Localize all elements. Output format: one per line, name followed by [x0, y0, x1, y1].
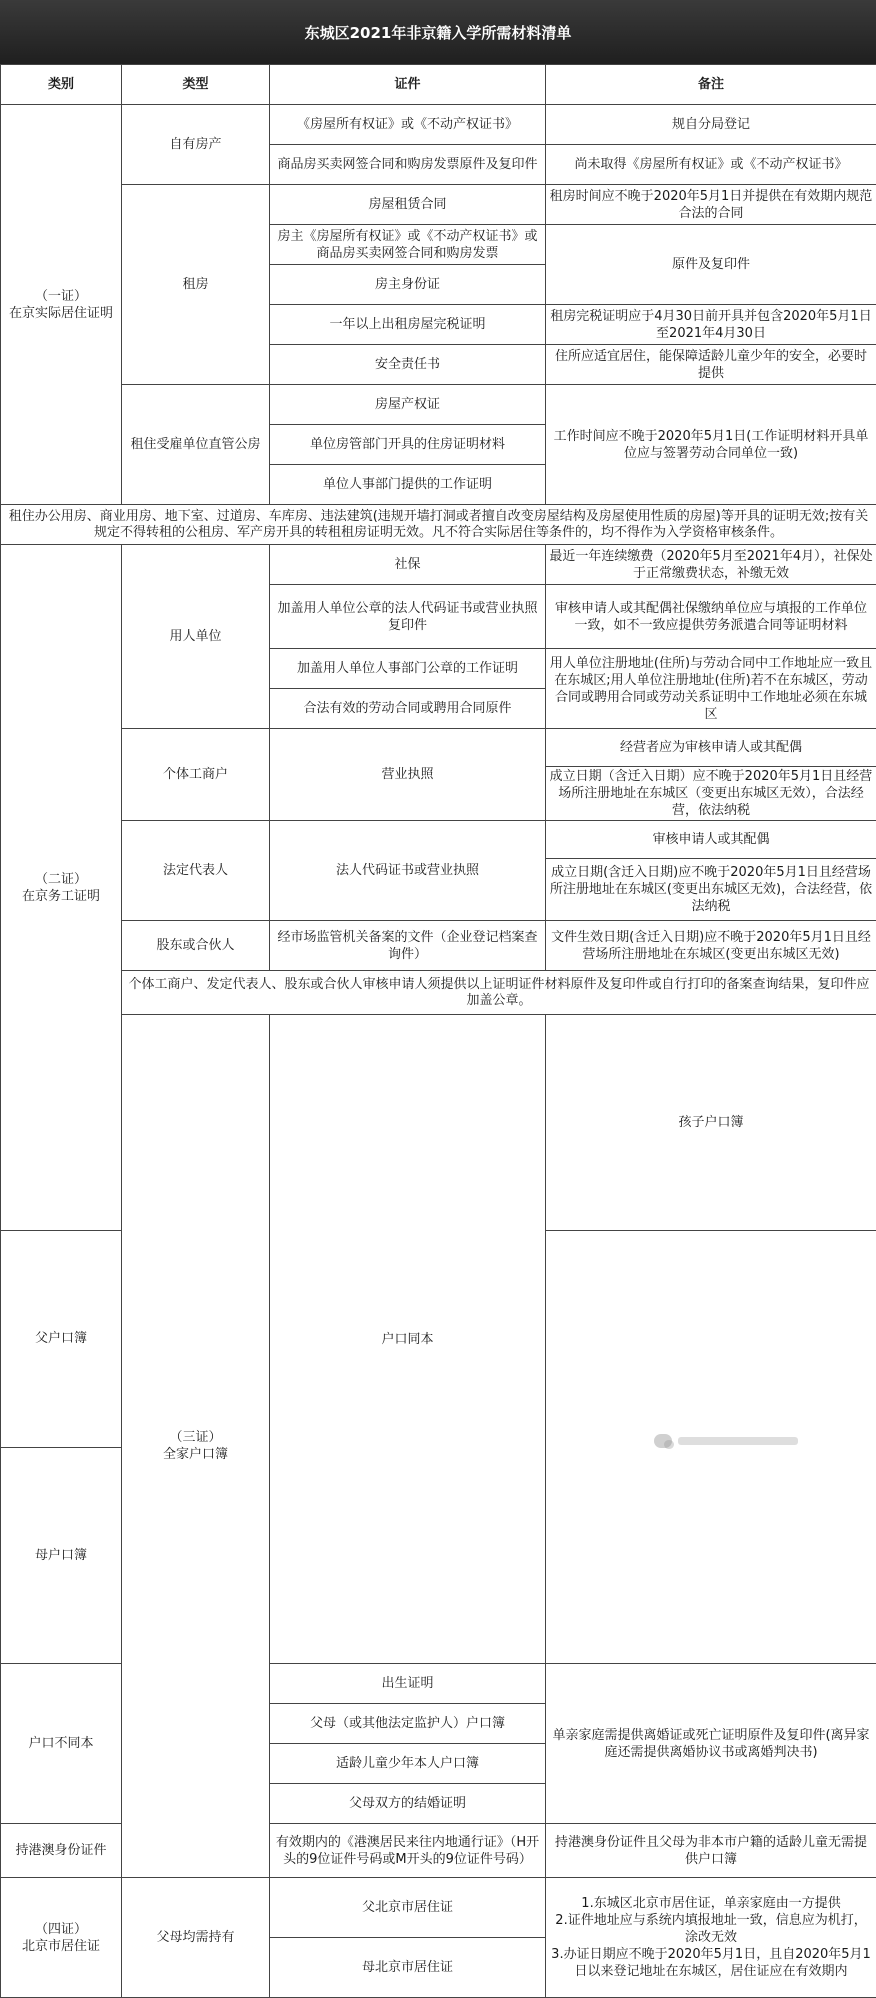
note-cell: 工作时间应不晚于2020年5月1日(工作证明材料开具单位应与签署劳动合同单位一致) [546, 385, 876, 505]
doc-cell: 社保 [270, 545, 546, 585]
doc-cell: 父母双方的结婚证明 [270, 1784, 546, 1824]
type-cell: 租房 [122, 185, 270, 385]
doc-cell: 合法有效的劳动合同或聘用合同原件 [270, 689, 546, 729]
doc-cell: 安全责任书 [270, 345, 546, 385]
type-cell: 持港澳身份证件 [1, 1824, 122, 1878]
doc-cell: 孩子户口簿 [546, 1015, 876, 1231]
note-cell: 成立日期(含迁入日期)应不晚于2020年5月1日且经营场所注册地址在东城区(变更出东城区无效)，合法经营，依法纳税 [546, 859, 876, 921]
type-cell: 户口同本 [270, 1015, 546, 1664]
page-title: 东城区2021年非京籍入学所需材料清单 [0, 0, 876, 65]
doc-cell: 单位人事部门提供的工作证明 [270, 465, 546, 505]
note-cell: 租房完税证明应于4月30日前开具并包含2020年5月1日至2021年4月30日 [546, 305, 876, 345]
footnote-cert1: 租住办公用房、商业用房、地下室、过道房、车库房、违法建筑(违规开墙打洞或者擅自改变房屋结构及房屋使用性质的房屋)等开具的证明无效;按有关规定不得转租的公租房、军产房开具的转租租房证明无效。凡不符合实际居住等条件的，均不得作为入学资格审核条件。 [1, 505, 876, 545]
doc-cell: 营业执照 [270, 729, 546, 821]
footnote-row [1, 971, 876, 1015]
wechat-icon [654, 1434, 672, 1448]
doc-cell: 一年以上出租房屋完税证明 [270, 305, 546, 345]
doc-cell: 房主《房屋所有权证》或《不动产权证书》或商品房买卖网签合同和购房发票 [270, 225, 546, 265]
note-cell: 最近一年连续缴费（2020年5月至2021年4月），社保处于正常缴费状态，补缴无效 [546, 545, 876, 585]
note-cell: 用人单位注册地址(住所)与劳动合同中工作地址应一致且在东城区;用人单位注册地址(住所)若不在东城区，劳动合同或聘用合同或劳动关系证明中工作地址必须在东城区 [546, 649, 876, 729]
note-cell: 租房时间应不晚于2020年5月1日并提供在有效期内规范合法的合同 [546, 185, 876, 225]
note-cell: 文件生效日期(含迁入日期)应不晚于2020年5月1日且经营场所注册地址在东城区(变更出东城区无效) [546, 921, 876, 971]
doc-cell: 出生证明 [270, 1664, 546, 1704]
doc-cell: 母北京市居住证 [270, 1938, 546, 1998]
table-row [1, 921, 876, 971]
footnote-row [1, 505, 876, 545]
note-cell: 成立日期（含迁入日期）应不晚于2020年5月1日且经营场所注册地址在东城区（变更出东城区无效），合法经营，依法纳税 [546, 767, 876, 821]
doc-cell: 房屋产权证 [270, 385, 546, 425]
footnote-cert2: 个体工商户、发定代表人、股东或合伙人审核申请人须提供以上证明证件材料原件及复印件或自行打印的备案查询结果，复印件应加盖公章。 [122, 971, 876, 1015]
table-row [1, 821, 876, 859]
header-type: 类型 [122, 65, 270, 105]
category-cell-4: （四证） 北京市居住证 [1, 1878, 122, 1998]
type-cell: 股东或合伙人 [122, 921, 270, 971]
table-row [1, 385, 876, 425]
type-cell: 自有房产 [122, 105, 270, 185]
doc-cell: 适龄儿童少年本人户口簿 [270, 1744, 546, 1784]
note-cell: 1.东城区北京市居住证，单亲家庭由一方提供 2.证件地址应与系统内填报地址一致，信息应为机打，涂改无效 3.办证日期应不晚于2020年5月1日，且自2020年5月1日以来登记地址在东城区，居住证应在有效期内 [546, 1878, 876, 1998]
doc-cell: 加盖用人单位公章的法人代码证书或营业执照复印件 [270, 585, 546, 649]
doc-cell: 母户口簿 [1, 1447, 122, 1663]
watermark-overlay [646, 1424, 876, 1458]
doc-cell: 房屋租赁合同 [270, 185, 546, 225]
note-cell: 原件及复印件 [546, 225, 876, 305]
doc-cell: 加盖用人单位人事部门公章的工作证明 [270, 649, 546, 689]
type-cell: 法定代表人 [122, 821, 270, 921]
header-remark: 备注 [546, 65, 876, 105]
watermark-bar [678, 1437, 798, 1445]
type-cell: 租住受雇单位直管公房 [122, 385, 270, 505]
doc-cell: 单位房管部门开具的住房证明材料 [270, 425, 546, 465]
doc-cell: 《房屋所有权证》或《不动产权证书》 [270, 105, 546, 145]
table-row [1, 1878, 876, 1938]
materials-table [0, 64, 876, 1998]
doc-cell: 父北京市居住证 [270, 1878, 546, 1938]
type-cell: 个体工商户 [122, 729, 270, 821]
category-cell-2: （二证） 在京务工证明 [1, 545, 122, 1231]
doc-cell: 房主身份证 [270, 265, 546, 305]
table-header-row [1, 65, 876, 105]
table-row [1, 545, 876, 585]
header-category: 类别 [1, 65, 122, 105]
doc-cell: 有效期内的《港澳居民来往内地通行证》（H开头的9位证件号码或M开头的9位证件号码） [270, 1824, 546, 1878]
note-cell: 审核申请人或其配偶 [546, 821, 876, 859]
header-document: 证件 [270, 65, 546, 105]
doc-cell: 父户口簿 [1, 1231, 122, 1447]
table-row [1, 1015, 876, 1231]
doc-cell: 经市场监管机关备案的文件（企业登记档案查询件） [270, 921, 546, 971]
table-row [1, 185, 876, 225]
category-cell-1: （一证） 在京实际居住证明 [1, 105, 122, 505]
table-row [1, 729, 876, 767]
note-cell: 单亲家庭需提供离婚证或死亡证明原件及复印件(离异家庭还需提供离婚协议书或离婚判决书) [546, 1664, 876, 1824]
doc-cell: 父母（或其他法定监护人）户口簿 [270, 1704, 546, 1744]
doc-cell: 法人代码证书或营业执照 [270, 821, 546, 921]
type-cell: 户口不同本 [1, 1664, 122, 1824]
note-cell: 经营者应为审核申请人或其配偶 [546, 729, 876, 767]
note-cell: 住所应适宜居住，能保障适龄儿童少年的安全，必要时提供 [546, 345, 876, 385]
type-cell: 父母均需持有 [122, 1878, 270, 1998]
doc-cell: 商品房买卖网签合同和购房发票原件及复印件 [270, 145, 546, 185]
note-cell: 审核申请人或其配偶社保缴纳单位应与填报的工作单位一致，如不一致应提供劳务派遣合同等证明材料 [546, 585, 876, 649]
note-cell: 规自分局登记 [546, 105, 876, 145]
note-cell: 尚未取得《房屋所有权证》或《不动产权证书》 [546, 145, 876, 185]
type-cell: 用人单位 [122, 545, 270, 729]
table-row [1, 105, 876, 145]
note-cell: 持港澳身份证件且父母为非本市户籍的适龄儿童无需提供户口簿 [546, 1824, 876, 1878]
category-cell-3: （三证） 全家户口簿 [122, 1015, 270, 1878]
